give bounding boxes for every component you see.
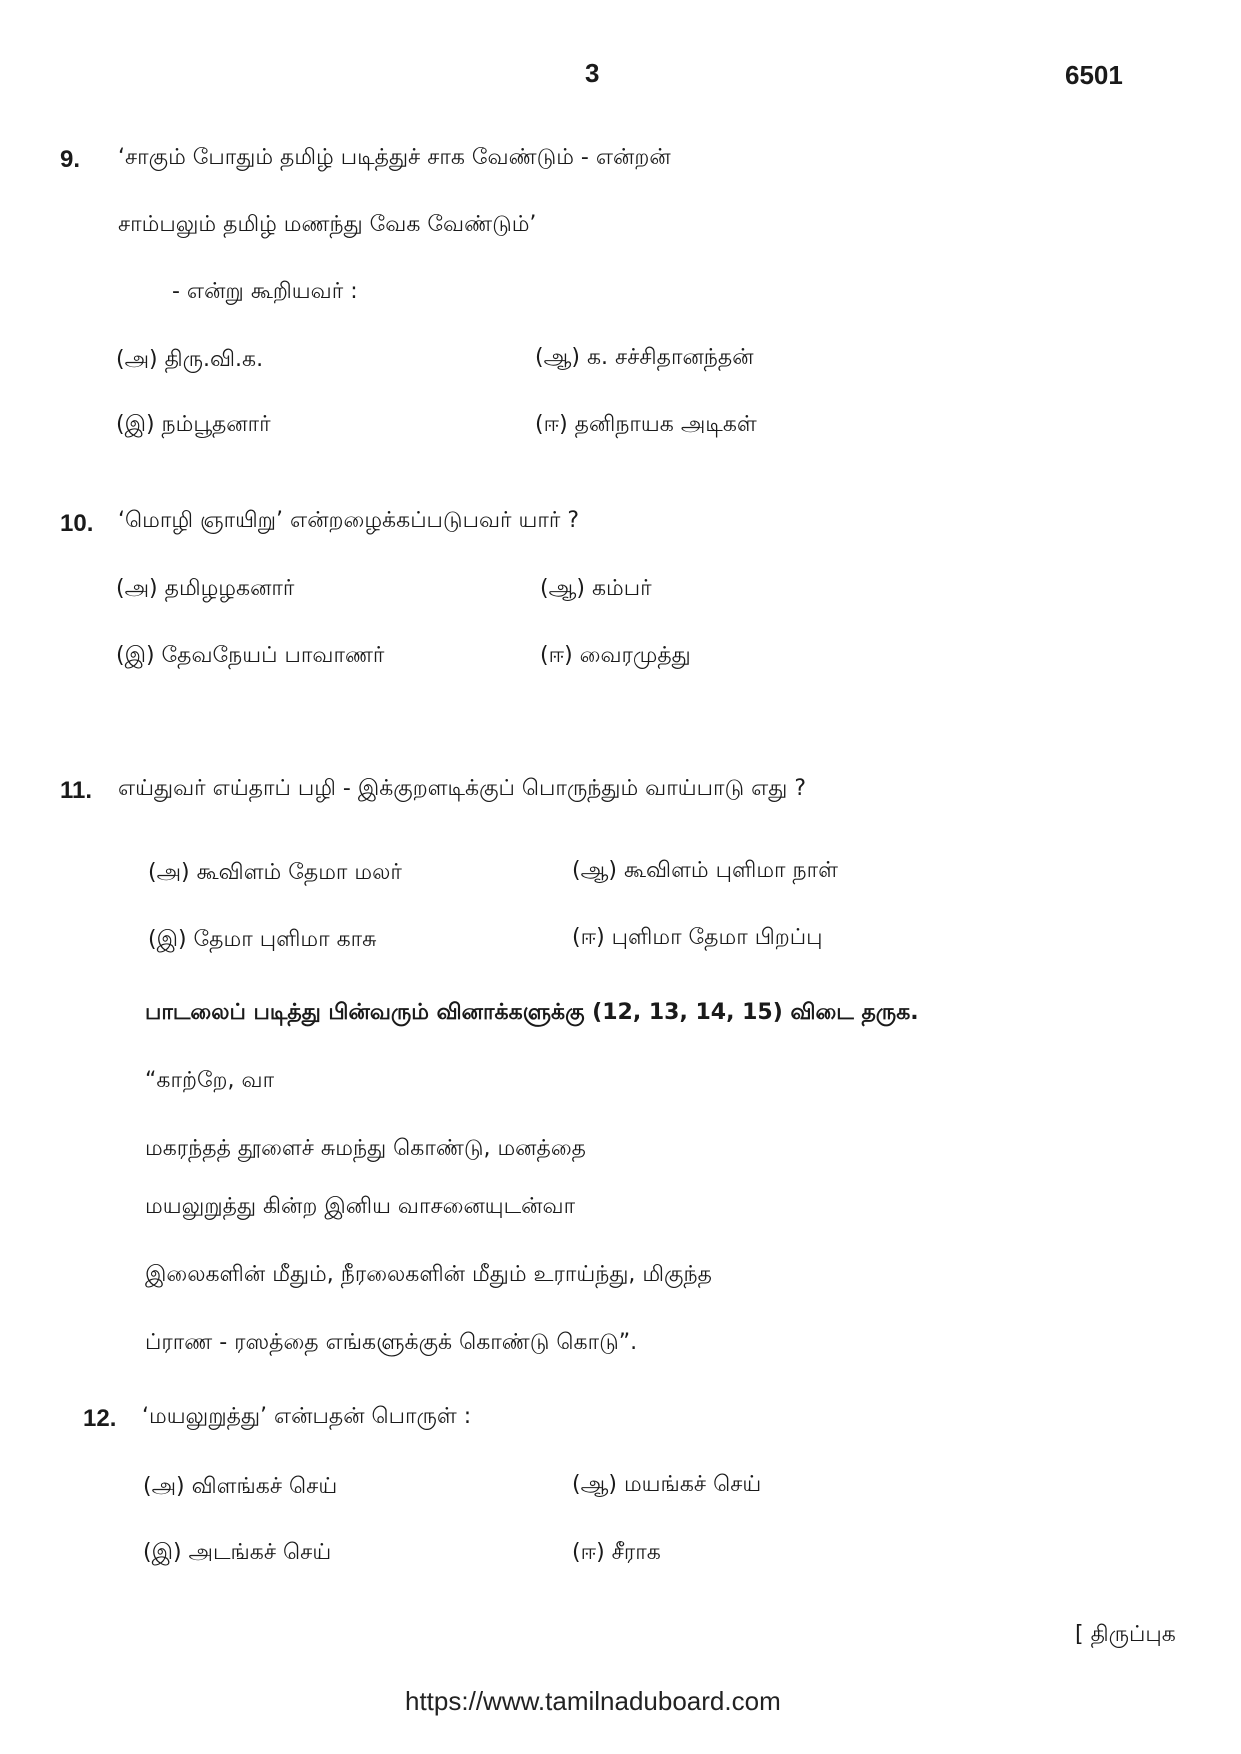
- option-ee: (ஈ) சீராக: [572, 1540, 661, 1565]
- option-i: (இ) தேமா புளிமா காசு: [148, 927, 377, 952]
- question-text-line-2: சாம்பலும் தமிழ் மணந்து வேக வேண்டும்’: [118, 212, 537, 237]
- option-a: (அ) விளங்கச் செய்: [143, 1474, 338, 1499]
- question-number: 12.: [83, 1405, 117, 1432]
- option-ee: (ஈ) வைரமுத்து: [540, 643, 691, 668]
- option-ee: (ஈ) தனிநாயக அடிகள்: [535, 412, 757, 437]
- option-a: (அ) தமிழழகனார்: [116, 576, 295, 601]
- page-number: 3: [585, 58, 600, 88]
- option-a: (அ) திரு.வி.க.: [116, 347, 264, 372]
- please-turn-over: [ திருப்புக: [1075, 1622, 1176, 1647]
- option-i: (இ) தேவநேயப் பாவாணர்: [116, 643, 385, 668]
- option-i: (இ) அடங்கச் செய்: [143, 1540, 332, 1565]
- option-aa: (ஆ) கூவிளம் புளிமா நாள்: [572, 858, 838, 883]
- poem-line-2: மகரந்தத் தூளைச் சுமந்து கொண்டு, மனத்தை: [145, 1136, 586, 1161]
- question-text-line-3: - என்று கூறியவர் :: [172, 279, 358, 304]
- source-url: https://www.tamilnaduboard.com: [405, 1686, 781, 1716]
- question-text: ‘மொழி ஞாயிறு’ என்றழைக்கப்படுபவர் யார் ?: [118, 508, 580, 533]
- question-text: எய்துவர் எய்தாப் பழி - இக்குறளடிக்குப் பொருந்தும் வாய்பாடு எது ?: [118, 776, 806, 801]
- option-aa: (ஆ) கம்பர்: [540, 576, 652, 601]
- option-a: (அ) கூவிளம் தேமா மலர்: [148, 860, 402, 885]
- poem-line-3: மயலுறுத்து கின்ற இனிய வாசனையுடன்வா: [145, 1194, 576, 1219]
- question-text: ‘மயலுறுத்து’ என்பதன் பொருள் :: [142, 1404, 472, 1429]
- question-number: 9.: [60, 146, 81, 173]
- poem-line-5: ப்ராண - ரஸத்தை எங்களுக்குக் கொண்டு கொடு”.: [145, 1330, 638, 1355]
- option-aa: (ஆ) மயங்கச் செய்: [572, 1472, 762, 1497]
- option-aa: (ஆ) க. சச்சிதானந்தன்: [535, 345, 754, 370]
- poem-line-4: இலைகளின் மீதும், நீரலைகளின் மீதும் உராய்ந்து, மிகுந்த: [145, 1262, 712, 1287]
- question-text-line-1: ‘சாகும் போதும் தமிழ் படித்துச் சாக வேண்டும் - என்றன்: [118, 145, 671, 170]
- option-ee: (ஈ) புளிமா தேமா பிறப்பு: [572, 925, 823, 950]
- question-number: 10.: [60, 510, 94, 537]
- paper-code: 6501: [1065, 60, 1123, 90]
- question-number: 11.: [60, 777, 93, 804]
- option-i: (இ) நம்பூதனார்: [116, 412, 271, 437]
- passage-instruction: பாடலைப் படித்து பின்வரும் வினாக்களுக்கு (12, 13, 14, 15) விடை தருக.: [145, 1000, 919, 1025]
- poem-line-1: “காற்றே, வா: [145, 1068, 275, 1093]
